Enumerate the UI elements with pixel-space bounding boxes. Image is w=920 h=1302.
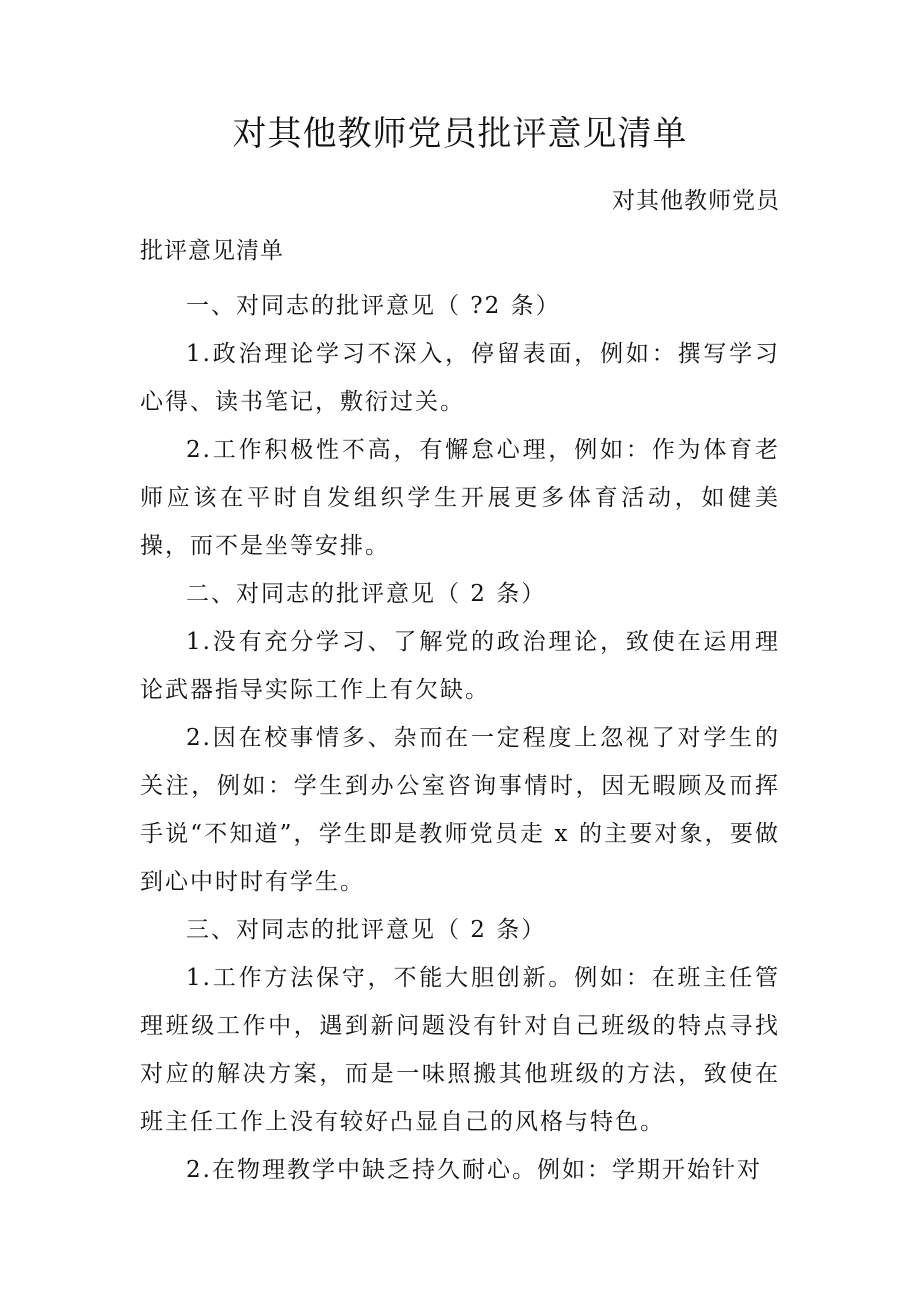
section-heading-1: 一、对同志的批评意见（ ?2 条）: [186, 293, 561, 319]
subtitle-line-1: 对其他教师党员: [612, 188, 780, 214]
criticism-item-1-2: 2.工作积极性不高，有懈怠心理，例如：作为体育老师应该在平时自发组织学生开展更多体育活动，如健美操，而不是坐等安排。: [140, 437, 780, 559]
criticism-item-3-2: 2.在物理教学中缺乏持久耐心。例如：学期开始针对: [186, 1157, 762, 1183]
criticism-item-3-1: 1.工作方法保守，不能大胆创新。例如：在班主任管理班级工作中，遇到新问题没有针对自己班级的特点寻找对应的解决方案，而是一味照搬其他班级的方法，致使在班主任工作上没有较好凸显自己的风格与特色。: [140, 965, 780, 1135]
document-body: [140, 282, 780, 1194]
document-title: 对其他教师党员批评意见清单: [232, 114, 688, 154]
section-heading-3: 三、对同志的批评意见（ 2 条）: [186, 917, 547, 943]
criticism-item-2-2: 2.因在校事情多、杂而在一定程度上忽视了对学生的关注，例如：学生到办公室咨询事情时，因无暇顾及而挥手说“不知道”，学生即是教师党员走 x 的主要对象，要做到心中时时有学生。: [140, 725, 780, 895]
section-heading-2: 二、对同志的批评意见（ 2 条）: [186, 581, 547, 607]
criticism-item-1-1: 1.政治理论学习不深入，停留表面，例如：撰写学习心得、读书笔记，敷衍过关。: [140, 341, 780, 415]
criticism-item-2-1: 1.没有充分学习、了解党的政治理论，致使在运用理论武器指导实际工作上有欠缺。: [140, 629, 780, 703]
subtitle-line-2: 批评意见清单: [140, 238, 284, 264]
